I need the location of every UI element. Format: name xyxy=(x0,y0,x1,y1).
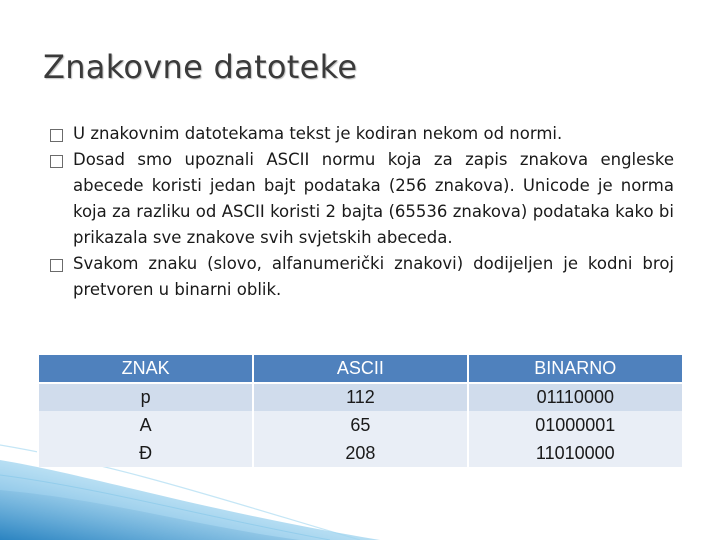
table-cell: Đ xyxy=(38,439,253,467)
encoding-table xyxy=(37,353,684,467)
column-header-znak: ZNAK xyxy=(38,354,253,383)
checkbox-square-icon xyxy=(50,155,63,168)
table-row xyxy=(38,383,683,411)
bullet-list xyxy=(50,121,674,303)
bullet-item xyxy=(50,121,674,147)
table-cell: 01000001 xyxy=(468,411,683,439)
table-cell: 112 xyxy=(253,383,467,411)
bullet-text: Dosad smo upoznali ASCII normu koja za zapis znakova engleske abecede koristi jedan bajt podataka (256 znakova). Unicode je norma koja za razliku od ASCII koristi 2 bajta (65536 znakova) podataka kako bi prikazala sve znakove svih svjetskih abeceda. xyxy=(73,150,674,247)
bullet-item xyxy=(50,251,674,303)
slide-title: Znakovne datoteke xyxy=(43,48,358,86)
table-row xyxy=(38,411,683,439)
table-cell: p xyxy=(38,383,253,411)
column-header-binarno: BINARNO xyxy=(468,354,683,383)
bullet-text: U znakovnim datotekama tekst je kodiran nekom od normi. xyxy=(73,124,563,143)
table-cell: 208 xyxy=(253,439,467,467)
checkbox-square-icon xyxy=(50,259,63,272)
bullet-item xyxy=(50,147,674,251)
table-header-row xyxy=(38,354,683,383)
table-cell: 01110000 xyxy=(468,383,683,411)
table-cell: A xyxy=(38,411,253,439)
table-cell: 11010000 xyxy=(468,439,683,467)
table-cell: 65 xyxy=(253,411,467,439)
table-row xyxy=(38,439,683,467)
bullet-text: Svakom znaku (slovo, alfanumerički znakovi) dodijeljen je kodni broj pretvoren u binarni oblik. xyxy=(73,254,674,299)
column-header-ascii: ASCII xyxy=(253,354,467,383)
checkbox-square-icon xyxy=(50,129,63,142)
